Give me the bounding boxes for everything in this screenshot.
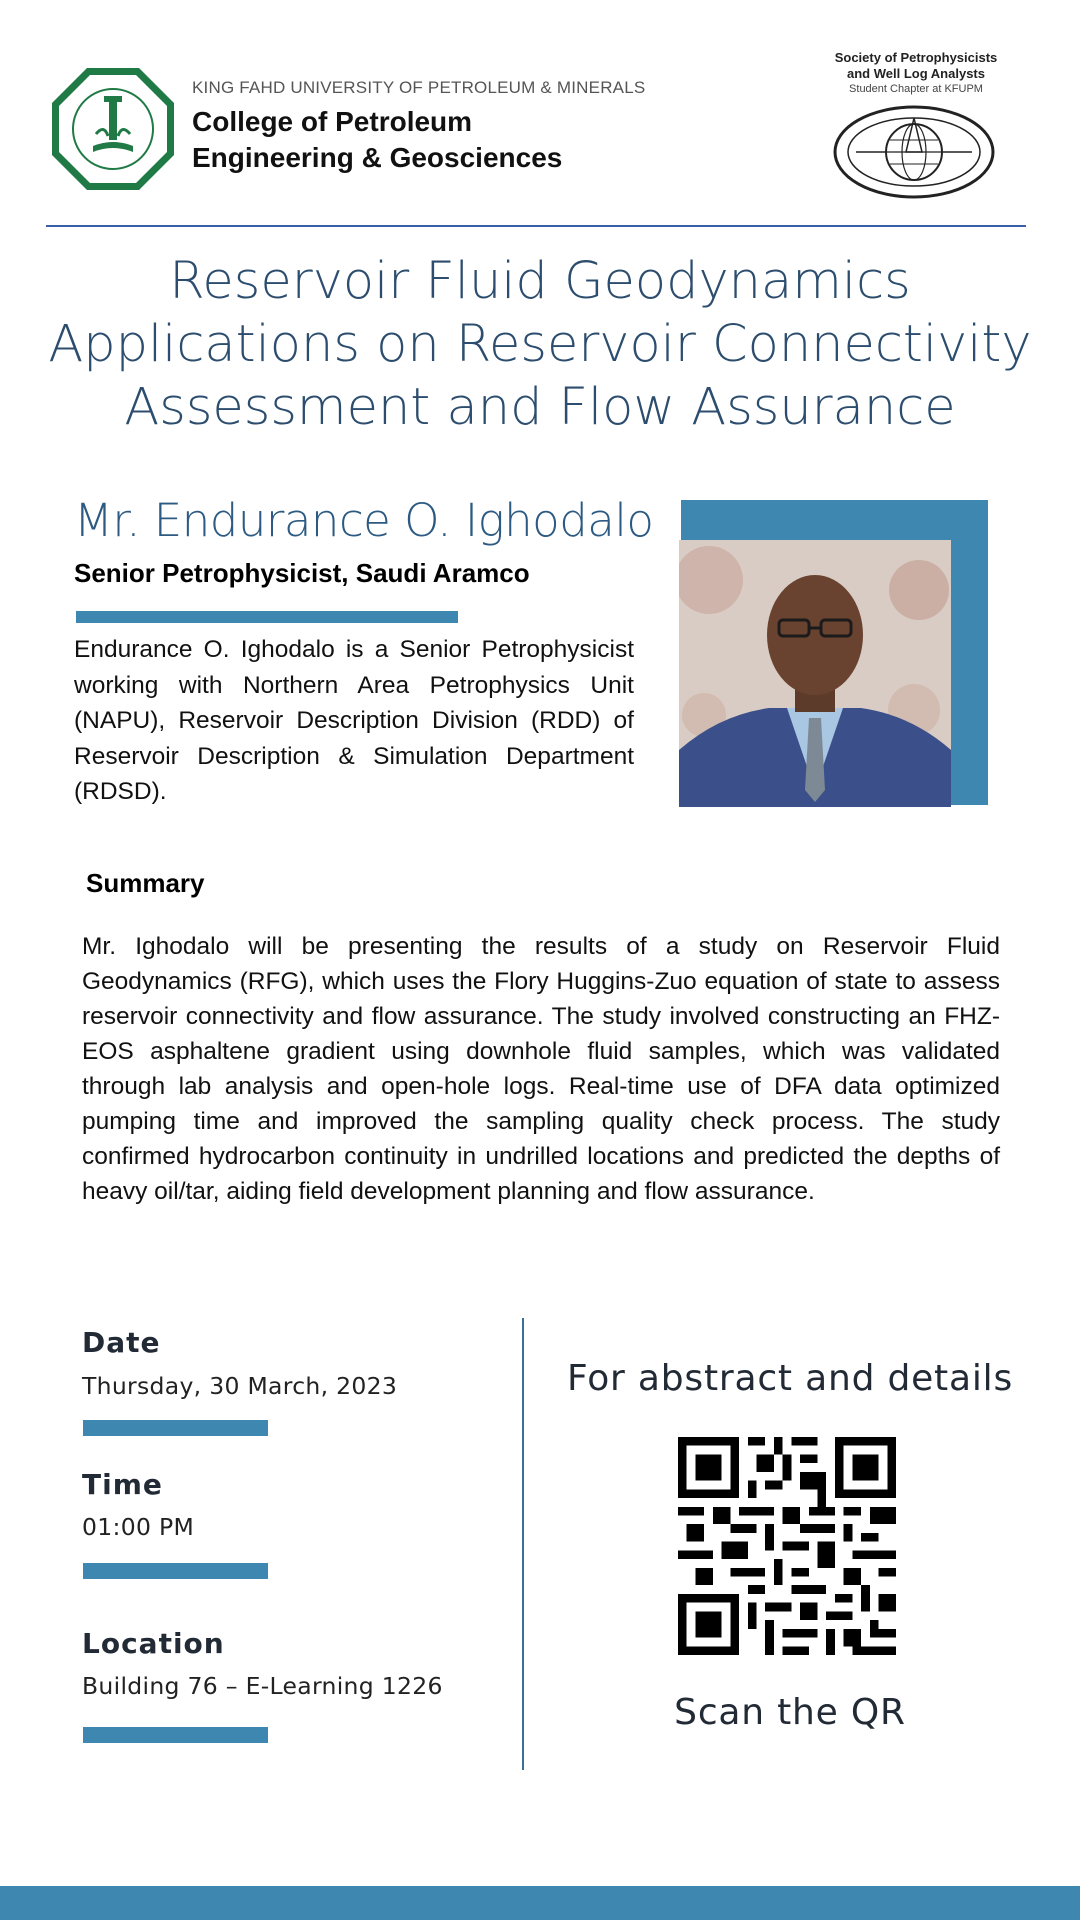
speaker-bio: Endurance O. Ighodalo is a Senior Petrophysicist working with Northern Area Petrophysics Unit (NAPU), Reservoir Description Division (RDD) of Reservoir Description & Simulation Department (RDSD). xyxy=(74,636,634,805)
event-title-line3: Assessment and Flow Assurance xyxy=(124,378,956,437)
speaker-accent-bar xyxy=(76,611,458,623)
footer-bar xyxy=(0,1886,1080,1920)
society-chapter: Student Chapter at KFUPM xyxy=(849,83,983,95)
time-value: 01:00 PM xyxy=(82,1513,195,1541)
summary-heading: Summary xyxy=(86,868,205,898)
time-label: Time xyxy=(82,1468,163,1501)
college-name-line2: Engineering & Geosciences xyxy=(192,142,563,173)
location-label: Location xyxy=(82,1627,225,1660)
society-name xyxy=(796,50,1036,97)
qr-heading: For abstract and details xyxy=(567,1358,1013,1399)
location-accent-bar xyxy=(83,1727,268,1743)
event-title-line2: Applications on Reservoir Connectivity xyxy=(48,315,1032,374)
university-name: KING FAHD UNIVERSITY OF PETROLEUM & MINERALS xyxy=(192,78,646,97)
qr-code[interactable] xyxy=(678,1437,896,1655)
header-divider xyxy=(46,225,1026,227)
kfupm-logo xyxy=(48,64,178,194)
date-value: Thursday, 30 March, 2023 xyxy=(82,1372,398,1400)
event-title-line1: Reservoir Fluid Geodynamics xyxy=(169,252,911,311)
speaker-position: Senior Petrophysicist, Saudi Aramco xyxy=(74,558,530,588)
college-name-line1: College of Petroleum xyxy=(192,106,473,137)
date-label: Date xyxy=(82,1326,161,1359)
vertical-divider xyxy=(522,1318,524,1770)
spwla-globe-logo xyxy=(832,104,996,200)
location-value: Building 76 – E-Learning 1226 xyxy=(82,1672,443,1700)
event-title xyxy=(40,250,1040,439)
qr-caption: Scan the QR xyxy=(674,1692,906,1733)
time-accent-bar xyxy=(83,1563,268,1579)
college-name xyxy=(192,104,562,176)
society-name-line1: Society of Petrophysicists xyxy=(834,50,998,65)
speaker-photo xyxy=(679,540,951,807)
date-accent-bar xyxy=(83,1420,268,1436)
society-name-line2: and Well Log Analysts xyxy=(847,66,985,81)
summary-text: Mr. Ighodalo will be presenting the results of a study on Reservoir Fluid Geodynamics (RFG), which uses the Flory Huggins-Zuo equation of state to assess reservoir connectivity and flow assurance. The study involved constructing an FHZ-EOS asphaltene gradient using downhole fluid samples, which was validated through lab analysis and open-hole logs. Real-time use of DFA data optimized pumping time and improved the sampling quality check process. The study confirmed hydrocarbon continuity in undrilled locations and predicted the depths of heavy oil/tar, aiding field development planning and flow assurance. xyxy=(82,933,1000,1205)
speaker-name: Mr. Endurance O. Ighodalo xyxy=(74,494,654,547)
